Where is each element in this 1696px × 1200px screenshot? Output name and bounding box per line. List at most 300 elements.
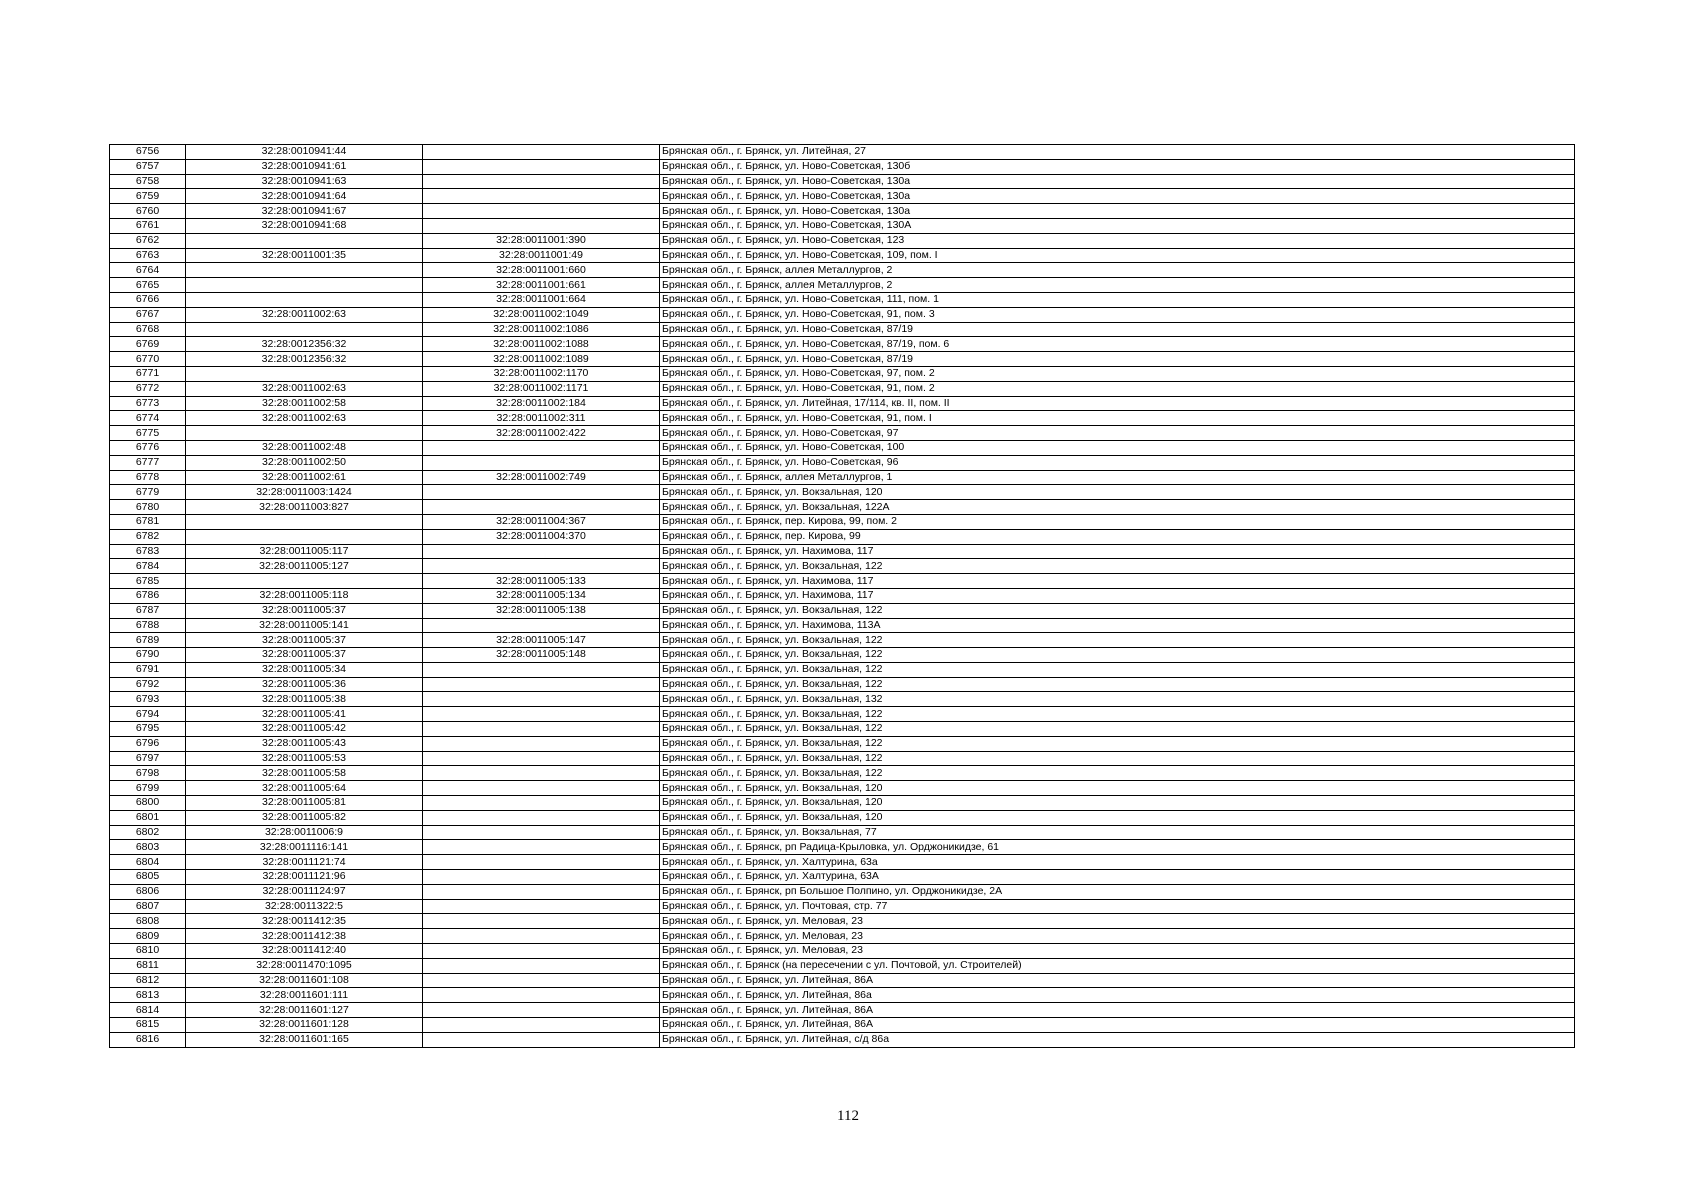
building-cadastral-number-cell: 32:28:0011001:390	[423, 233, 660, 248]
row-number-cell: 6791	[110, 662, 186, 677]
building-cadastral-number-cell: 32:28:0011002:422	[423, 426, 660, 441]
row-number-cell: 6808	[110, 914, 186, 929]
table-row	[110, 544, 1575, 559]
table-row	[110, 899, 1575, 914]
row-number-cell: 6768	[110, 322, 186, 337]
address-cell: Брянская обл., г. Брянск, ул. Литейная, 86А	[660, 1003, 1575, 1018]
building-cadastral-number-cell: 32:28:0011002:1049	[423, 307, 660, 322]
row-number-cell: 6779	[110, 485, 186, 500]
address-cell: Брянская обл., г. Брянск, ул. Ново-Советская, 130А	[660, 218, 1575, 233]
table-row	[110, 322, 1575, 337]
table-row	[110, 825, 1575, 840]
table-row	[110, 707, 1575, 722]
land-cadastral-number-cell	[186, 514, 423, 529]
property-register-table	[109, 144, 1575, 1048]
building-cadastral-number-cell: 32:28:0011005:134	[423, 588, 660, 603]
land-cadastral-number-cell: 32:28:0011412:38	[186, 929, 423, 944]
land-cadastral-number-cell: 32:28:0011005:81	[186, 796, 423, 811]
address-cell: Брянская обл., г. Брянск, ул. Вокзальная, 77	[660, 825, 1575, 840]
row-number-cell: 6809	[110, 929, 186, 944]
table-row	[110, 278, 1575, 293]
address-cell: Брянская обл., г. Брянск, аллея Металлургов, 2	[660, 263, 1575, 278]
land-cadastral-number-cell: 32:28:0011001:35	[186, 248, 423, 263]
table-row	[110, 218, 1575, 233]
land-cadastral-number-cell: 32:28:0011005:36	[186, 677, 423, 692]
register-table-body	[110, 145, 1575, 1048]
land-cadastral-number-cell	[186, 263, 423, 278]
building-cadastral-number-cell	[423, 174, 660, 189]
address-cell: Брянская обл., г. Брянск, ул. Ново-Советская, 91, пом. I	[660, 411, 1575, 426]
land-cadastral-number-cell: 32:28:0011121:74	[186, 855, 423, 870]
row-number-cell: 6805	[110, 870, 186, 885]
row-number-cell: 6807	[110, 899, 186, 914]
row-number-cell: 6778	[110, 470, 186, 485]
land-cadastral-number-cell: 32:28:0011322:5	[186, 899, 423, 914]
building-cadastral-number-cell: 32:28:0011005:148	[423, 648, 660, 663]
land-cadastral-number-cell: 32:28:0011005:53	[186, 751, 423, 766]
building-cadastral-number-cell	[423, 751, 660, 766]
table-row	[110, 500, 1575, 515]
row-number-cell: 6774	[110, 411, 186, 426]
building-cadastral-number-cell	[423, 796, 660, 811]
table-row	[110, 1003, 1575, 1018]
land-cadastral-number-cell	[186, 292, 423, 307]
table-row	[110, 174, 1575, 189]
address-cell: Брянская обл., г. Брянск, ул. Вокзальная, 122	[660, 603, 1575, 618]
land-cadastral-number-cell	[186, 322, 423, 337]
row-number-cell: 6780	[110, 500, 186, 515]
land-cadastral-number-cell: 32:28:0011003:827	[186, 500, 423, 515]
table-row	[110, 677, 1575, 692]
address-cell: Брянская обл., г. Брянск, ул. Ново-Советская, 109, пом. I	[660, 248, 1575, 263]
address-cell: Брянская обл., г. Брянск, ул. Литейная, 86А	[660, 973, 1575, 988]
building-cadastral-number-cell	[423, 677, 660, 692]
row-number-cell: 6795	[110, 722, 186, 737]
address-cell: Брянская обл., г. Брянск, ул. Вокзальная, 122	[660, 751, 1575, 766]
address-cell: Брянская обл., г. Брянск, ул. Ново-Советская, 100	[660, 440, 1575, 455]
address-cell: Брянская обл., г. Брянск, рп Радица-Крыловка, ул. Орджоникидзе, 61	[660, 840, 1575, 855]
land-cadastral-number-cell	[186, 278, 423, 293]
row-number-cell: 6781	[110, 514, 186, 529]
table-row	[110, 233, 1575, 248]
building-cadastral-number-cell: 32:28:0011005:147	[423, 633, 660, 648]
address-cell: Брянская обл., г. Брянск, ул. Литейная, 86а	[660, 988, 1575, 1003]
address-cell: Брянская обл., г. Брянск, ул. Ново-Советская, 87/19	[660, 352, 1575, 367]
address-cell: Брянская обл., г. Брянск, ул. Вокзальная, 122	[660, 648, 1575, 663]
building-cadastral-number-cell	[423, 855, 660, 870]
row-number-cell: 6760	[110, 204, 186, 219]
address-cell: Брянская обл., г. Брянск, ул. Вокзальная, 122	[660, 662, 1575, 677]
table-row	[110, 973, 1575, 988]
address-cell: Брянская обл., г. Брянск, ул. Литейная, 86А	[660, 1018, 1575, 1033]
land-cadastral-number-cell: 32:28:0011002:61	[186, 470, 423, 485]
address-cell: Брянская обл., г. Брянск, ул. Ново-Советская, 130а	[660, 189, 1575, 204]
row-number-cell: 6798	[110, 766, 186, 781]
address-cell: Брянская обл., г. Брянск, ул. Вокзальная, 120	[660, 810, 1575, 825]
row-number-cell: 6793	[110, 692, 186, 707]
table-row	[110, 292, 1575, 307]
land-cadastral-number-cell: 32:28:0011121:96	[186, 870, 423, 885]
table-row	[110, 751, 1575, 766]
building-cadastral-number-cell: 32:28:0011002:1086	[423, 322, 660, 337]
row-number-cell: 6792	[110, 677, 186, 692]
address-cell: Брянская обл., г. Брянск, ул. Вокзальная, 122	[660, 722, 1575, 737]
address-cell: Брянская обл., г. Брянск, ул. Вокзальная, 122	[660, 633, 1575, 648]
row-number-cell: 6767	[110, 307, 186, 322]
building-cadastral-number-cell	[423, 145, 660, 160]
land-cadastral-number-cell: 32:28:0010941:68	[186, 218, 423, 233]
address-cell: Брянская обл., г. Брянск, ул. Ново-Советская, 97, пом. 2	[660, 366, 1575, 381]
table-row	[110, 574, 1575, 589]
building-cadastral-number-cell	[423, 1018, 660, 1033]
row-number-cell: 6813	[110, 988, 186, 1003]
land-cadastral-number-cell: 32:28:0011601:127	[186, 1003, 423, 1018]
building-cadastral-number-cell	[423, 973, 660, 988]
row-number-cell: 6765	[110, 278, 186, 293]
row-number-cell: 6761	[110, 218, 186, 233]
land-cadastral-number-cell: 32:28:0011124:97	[186, 884, 423, 899]
table-row	[110, 692, 1575, 707]
table-row	[110, 559, 1575, 574]
address-cell: Брянская обл., г. Брянск, ул. Нахимова, 117	[660, 588, 1575, 603]
land-cadastral-number-cell	[186, 574, 423, 589]
row-number-cell: 6756	[110, 145, 186, 160]
land-cadastral-number-cell: 32:28:0011116:141	[186, 840, 423, 855]
address-cell: Брянская обл., г. Брянск, пер. Кирова, 99, пом. 2	[660, 514, 1575, 529]
table-row	[110, 263, 1575, 278]
address-cell: Брянская обл., г. Брянск, ул. Меловая, 23	[660, 914, 1575, 929]
land-cadastral-number-cell: 32:28:0010941:63	[186, 174, 423, 189]
row-number-cell: 6814	[110, 1003, 186, 1018]
address-cell: Брянская обл., г. Брянск, ул. Нахимова, 117	[660, 574, 1575, 589]
land-cadastral-number-cell: 32:28:0010941:67	[186, 204, 423, 219]
building-cadastral-number-cell	[423, 958, 660, 973]
row-number-cell: 6782	[110, 529, 186, 544]
building-cadastral-number-cell	[423, 189, 660, 204]
building-cadastral-number-cell	[423, 988, 660, 1003]
table-row	[110, 514, 1575, 529]
building-cadastral-number-cell	[423, 692, 660, 707]
land-cadastral-number-cell	[186, 426, 423, 441]
table-row	[110, 796, 1575, 811]
address-cell: Брянская обл., г. Брянск, рп Большое Полпино, ул. Орджоникидзе, 2А	[660, 884, 1575, 899]
table-row	[110, 159, 1575, 174]
building-cadastral-number-cell: 32:28:0011004:367	[423, 514, 660, 529]
row-number-cell: 6799	[110, 781, 186, 796]
table-row	[110, 810, 1575, 825]
address-cell: Брянская обл., г. Брянск, ул. Вокзальная, 120	[660, 485, 1575, 500]
address-cell: Брянская обл., г. Брянск, ул. Халтурина, 63а	[660, 855, 1575, 870]
building-cadastral-number-cell	[423, 559, 660, 574]
row-number-cell: 6762	[110, 233, 186, 248]
building-cadastral-number-cell	[423, 929, 660, 944]
table-row	[110, 648, 1575, 663]
land-cadastral-number-cell: 32:28:0011470:1095	[186, 958, 423, 973]
row-number-cell: 6810	[110, 944, 186, 959]
land-cadastral-number-cell: 32:28:0011005:117	[186, 544, 423, 559]
table-row	[110, 588, 1575, 603]
address-cell: Брянская обл., г. Брянск, ул. Нахимова, 117	[660, 544, 1575, 559]
land-cadastral-number-cell: 32:28:0011005:38	[186, 692, 423, 707]
table-row	[110, 337, 1575, 352]
row-number-cell: 6784	[110, 559, 186, 574]
table-row	[110, 766, 1575, 781]
building-cadastral-number-cell	[423, 810, 660, 825]
building-cadastral-number-cell	[423, 218, 660, 233]
table-row	[110, 426, 1575, 441]
building-cadastral-number-cell	[423, 1003, 660, 1018]
table-row	[110, 470, 1575, 485]
table-row	[110, 352, 1575, 367]
building-cadastral-number-cell: 32:28:0011005:133	[423, 574, 660, 589]
table-row	[110, 1032, 1575, 1047]
building-cadastral-number-cell	[423, 944, 660, 959]
row-number-cell: 6803	[110, 840, 186, 855]
address-cell: Брянская обл., г. Брянск, ул. Ново-Советская, 123	[660, 233, 1575, 248]
land-cadastral-number-cell: 32:28:0011005:64	[186, 781, 423, 796]
land-cadastral-number-cell: 32:28:0011005:37	[186, 603, 423, 618]
table-row	[110, 189, 1575, 204]
building-cadastral-number-cell: 32:28:0011005:138	[423, 603, 660, 618]
address-cell: Брянская обл., г. Брянск, ул. Ново-Советская, 130а	[660, 204, 1575, 219]
building-cadastral-number-cell	[423, 485, 660, 500]
building-cadastral-number-cell: 32:28:0011002:1089	[423, 352, 660, 367]
table-row	[110, 248, 1575, 263]
building-cadastral-number-cell: 32:28:0011002:1088	[423, 337, 660, 352]
row-number-cell: 6775	[110, 426, 186, 441]
address-cell: Брянская обл., г. Брянск, ул. Литейная, 27	[660, 145, 1575, 160]
row-number-cell: 6789	[110, 633, 186, 648]
table-row	[110, 855, 1575, 870]
table-row	[110, 618, 1575, 633]
land-cadastral-number-cell: 32:28:0011005:34	[186, 662, 423, 677]
row-number-cell: 6800	[110, 796, 186, 811]
row-number-cell: 6816	[110, 1032, 186, 1047]
row-number-cell: 6776	[110, 440, 186, 455]
land-cadastral-number-cell	[186, 366, 423, 381]
table-row	[110, 204, 1575, 219]
row-number-cell: 6815	[110, 1018, 186, 1033]
land-cadastral-number-cell: 32:28:0011601:108	[186, 973, 423, 988]
address-cell: Брянская обл., г. Брянск, ул. Ново-Советская, 130а	[660, 174, 1575, 189]
table-row	[110, 381, 1575, 396]
building-cadastral-number-cell	[423, 662, 660, 677]
row-number-cell: 6764	[110, 263, 186, 278]
land-cadastral-number-cell: 32:28:0011005:41	[186, 707, 423, 722]
table-row	[110, 929, 1575, 944]
address-cell: Брянская обл., г. Брянск, ул. Вокзальная, 120	[660, 796, 1575, 811]
address-cell: Брянская обл., г. Брянск, ул. Ново-Советская, 91, пом. 2	[660, 381, 1575, 396]
building-cadastral-number-cell: 32:28:0011002:749	[423, 470, 660, 485]
address-cell: Брянская обл., г. Брянск, пер. Кирова, 99	[660, 529, 1575, 544]
address-cell: Брянская обл., г. Брянск, ул. Меловая, 23	[660, 944, 1575, 959]
row-number-cell: 6790	[110, 648, 186, 663]
building-cadastral-number-cell	[423, 707, 660, 722]
land-cadastral-number-cell: 32:28:0011005:37	[186, 648, 423, 663]
land-cadastral-number-cell: 32:28:0011005:82	[186, 810, 423, 825]
address-cell: Брянская обл., г. Брянск, ул. Вокзальная, 122А	[660, 500, 1575, 515]
table-row	[110, 988, 1575, 1003]
land-cadastral-number-cell: 32:28:0011601:111	[186, 988, 423, 1003]
row-number-cell: 6766	[110, 292, 186, 307]
building-cadastral-number-cell	[423, 618, 660, 633]
land-cadastral-number-cell	[186, 233, 423, 248]
address-cell: Брянская обл., г. Брянск, ул. Вокзальная, 122	[660, 736, 1575, 751]
building-cadastral-number-cell	[423, 440, 660, 455]
land-cadastral-number-cell: 32:28:0011002:63	[186, 411, 423, 426]
table-row	[110, 396, 1575, 411]
building-cadastral-number-cell	[423, 455, 660, 470]
address-cell: Брянская обл., г. Брянск, ул. Халтурина, 63А	[660, 870, 1575, 885]
address-cell: Брянская обл., г. Брянск, ул. Ново-Советская, 130б	[660, 159, 1575, 174]
row-number-cell: 6787	[110, 603, 186, 618]
building-cadastral-number-cell: 32:28:0011001:661	[423, 278, 660, 293]
row-number-cell: 6772	[110, 381, 186, 396]
address-cell: Брянская обл., г. Брянск, ул. Меловая, 23	[660, 929, 1575, 944]
row-number-cell: 6786	[110, 588, 186, 603]
row-number-cell: 6763	[110, 248, 186, 263]
address-cell: Брянская обл., г. Брянск, ул. Ново-Советская, 87/19	[660, 322, 1575, 337]
row-number-cell: 6769	[110, 337, 186, 352]
table-row	[110, 958, 1575, 973]
row-number-cell: 6794	[110, 707, 186, 722]
building-cadastral-number-cell	[423, 914, 660, 929]
table-row	[110, 884, 1575, 899]
land-cadastral-number-cell: 32:28:0011006:9	[186, 825, 423, 840]
address-cell: Брянская обл., г. Брянск, ул. Ново-Советская, 96	[660, 455, 1575, 470]
table-row	[110, 145, 1575, 160]
row-number-cell: 6811	[110, 958, 186, 973]
building-cadastral-number-cell: 32:28:0011001:49	[423, 248, 660, 263]
row-number-cell: 6812	[110, 973, 186, 988]
table-row	[110, 722, 1575, 737]
address-cell: Брянская обл., г. Брянск, ул. Нахимова, 113А	[660, 618, 1575, 633]
land-cadastral-number-cell: 32:28:0011005:43	[186, 736, 423, 751]
address-cell: Брянская обл., г. Брянск, ул. Ново-Советская, 91, пом. 3	[660, 307, 1575, 322]
address-cell: Брянская обл., г. Брянск, ул. Вокзальная, 132	[660, 692, 1575, 707]
row-number-cell: 6806	[110, 884, 186, 899]
land-cadastral-number-cell: 32:28:0011003:1424	[186, 485, 423, 500]
table-row	[110, 307, 1575, 322]
land-cadastral-number-cell: 32:28:0011412:40	[186, 944, 423, 959]
table-row	[110, 870, 1575, 885]
table-row	[110, 840, 1575, 855]
land-cadastral-number-cell: 32:28:0011601:128	[186, 1018, 423, 1033]
row-number-cell: 6777	[110, 455, 186, 470]
row-number-cell: 6771	[110, 366, 186, 381]
address-cell: Брянская обл., г. Брянск, ул. Вокзальная, 122	[660, 766, 1575, 781]
row-number-cell: 6783	[110, 544, 186, 559]
address-cell: Брянская обл., г. Брянск, аллея Металлургов, 2	[660, 278, 1575, 293]
address-cell: Брянская обл., г. Брянск, ул. Ново-Советская, 87/19, пом. 6	[660, 337, 1575, 352]
land-cadastral-number-cell: 32:28:0011002:63	[186, 381, 423, 396]
building-cadastral-number-cell	[423, 899, 660, 914]
land-cadastral-number-cell: 32:28:0011601:165	[186, 1032, 423, 1047]
table-row	[110, 662, 1575, 677]
table-row	[110, 485, 1575, 500]
row-number-cell: 6802	[110, 825, 186, 840]
land-cadastral-number-cell: 32:28:0011005:141	[186, 618, 423, 633]
land-cadastral-number-cell: 32:28:0011005:37	[186, 633, 423, 648]
row-number-cell: 6770	[110, 352, 186, 367]
land-cadastral-number-cell: 32:28:0011002:48	[186, 440, 423, 455]
address-cell: Брянская обл., г. Брянск, ул. Вокзальная, 122	[660, 559, 1575, 574]
address-cell: Брянская обл., г. Брянск, ул. Вокзальная, 122	[660, 707, 1575, 722]
land-cadastral-number-cell: 32:28:0011412:35	[186, 914, 423, 929]
building-cadastral-number-cell: 32:28:0011002:1171	[423, 381, 660, 396]
building-cadastral-number-cell	[423, 204, 660, 219]
building-cadastral-number-cell	[423, 722, 660, 737]
building-cadastral-number-cell: 32:28:0011004:370	[423, 529, 660, 544]
building-cadastral-number-cell: 32:28:0011002:311	[423, 411, 660, 426]
building-cadastral-number-cell	[423, 159, 660, 174]
row-number-cell: 6758	[110, 174, 186, 189]
table-row	[110, 366, 1575, 381]
land-cadastral-number-cell: 32:28:0011005:127	[186, 559, 423, 574]
land-cadastral-number-cell: 32:28:0011002:58	[186, 396, 423, 411]
land-cadastral-number-cell: 32:28:0011005:118	[186, 588, 423, 603]
table-row	[110, 944, 1575, 959]
row-number-cell: 6804	[110, 855, 186, 870]
land-cadastral-number-cell: 32:28:0010941:44	[186, 145, 423, 160]
building-cadastral-number-cell	[423, 870, 660, 885]
land-cadastral-number-cell: 32:28:0012356:32	[186, 337, 423, 352]
land-cadastral-number-cell: 32:28:0011005:58	[186, 766, 423, 781]
land-cadastral-number-cell: 32:28:0010941:61	[186, 159, 423, 174]
building-cadastral-number-cell	[423, 766, 660, 781]
building-cadastral-number-cell	[423, 736, 660, 751]
table-row	[110, 781, 1575, 796]
address-cell: Брянская обл., г. Брянск, ул. Ново-Советская, 111, пом. 1	[660, 292, 1575, 307]
row-number-cell: 6801	[110, 810, 186, 825]
building-cadastral-number-cell: 32:28:0011001:660	[423, 263, 660, 278]
row-number-cell: 6757	[110, 159, 186, 174]
building-cadastral-number-cell: 32:28:0011002:184	[423, 396, 660, 411]
address-cell: Брянская обл., г. Брянск, ул. Вокзальная, 122	[660, 677, 1575, 692]
row-number-cell: 6797	[110, 751, 186, 766]
row-number-cell: 6796	[110, 736, 186, 751]
land-cadastral-number-cell: 32:28:0012356:32	[186, 352, 423, 367]
address-cell: Брянская обл., г. Брянск, аллея Металлургов, 1	[660, 470, 1575, 485]
table-row	[110, 440, 1575, 455]
building-cadastral-number-cell	[423, 825, 660, 840]
address-cell: Брянская обл., г. Брянск, ул. Ново-Советская, 97	[660, 426, 1575, 441]
address-cell: Брянская обл., г. Брянск, ул. Литейная, 17/114, кв. II, пом. II	[660, 396, 1575, 411]
building-cadastral-number-cell	[423, 1032, 660, 1047]
building-cadastral-number-cell: 32:28:0011001:664	[423, 292, 660, 307]
land-cadastral-number-cell: 32:28:0010941:64	[186, 189, 423, 204]
page-number: 112	[837, 1108, 859, 1124]
address-cell: Брянская обл., г. Брянск, ул. Почтовая, стр. 77	[660, 899, 1575, 914]
table-row	[110, 603, 1575, 618]
row-number-cell: 6759	[110, 189, 186, 204]
table-row	[110, 633, 1575, 648]
address-cell: Брянская обл., г. Брянск, ул. Вокзальная, 120	[660, 781, 1575, 796]
land-cadastral-number-cell: 32:28:0011002:63	[186, 307, 423, 322]
land-cadastral-number-cell: 32:28:0011002:50	[186, 455, 423, 470]
building-cadastral-number-cell	[423, 781, 660, 796]
table-row	[110, 455, 1575, 470]
land-cadastral-number-cell	[186, 529, 423, 544]
address-cell: Брянская обл., г. Брянск (на пересечении с ул. Почтовой, ул. Строителей)	[660, 958, 1575, 973]
table-row	[110, 411, 1575, 426]
table-row	[110, 529, 1575, 544]
land-cadastral-number-cell: 32:28:0011005:42	[186, 722, 423, 737]
address-cell: Брянская обл., г. Брянск, ул. Литейная, с/д 86а	[660, 1032, 1575, 1047]
row-number-cell: 6785	[110, 574, 186, 589]
table-row	[110, 736, 1575, 751]
building-cadastral-number-cell	[423, 840, 660, 855]
